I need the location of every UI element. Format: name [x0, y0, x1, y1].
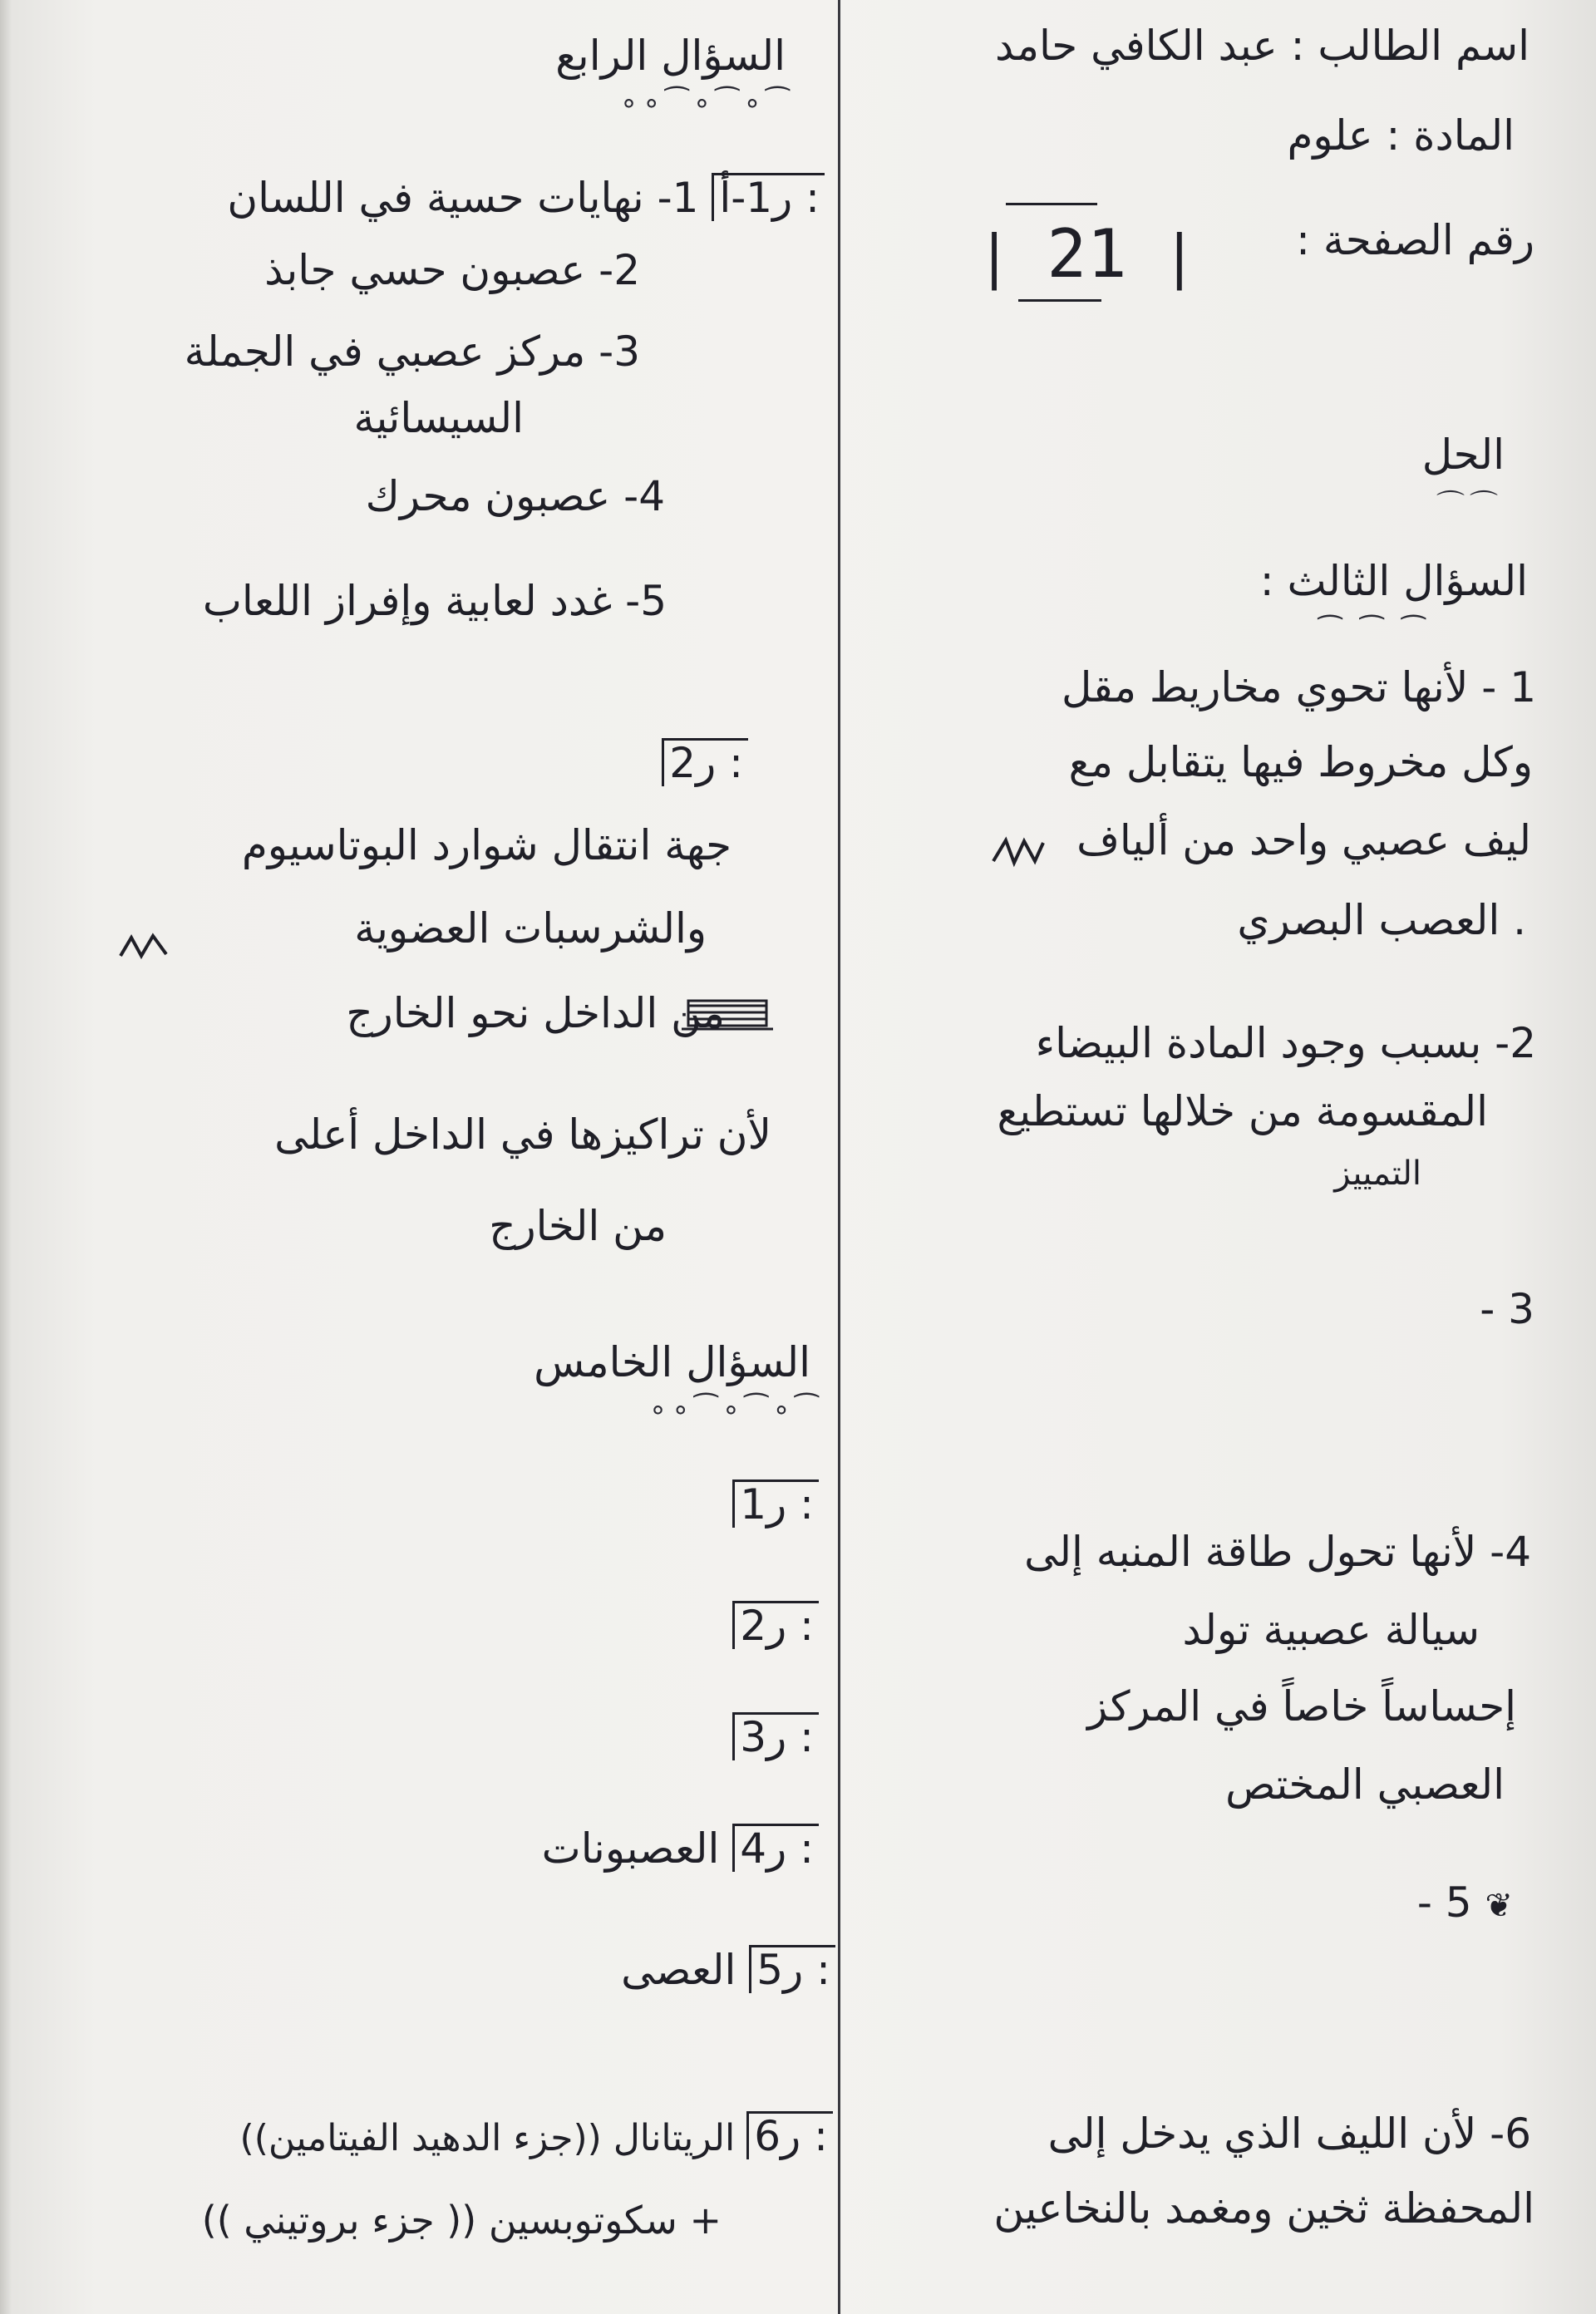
subject: المادة : علوم [1287, 111, 1515, 160]
page-number-value: 21 [1047, 215, 1127, 293]
page-number-label: رقم الصفحة : [1296, 216, 1534, 264]
q3-answer-4-line-3: إحساساً خاصاً في المركز [1087, 1682, 1516, 1731]
q4-title-underline: ⁀∘⁀∘⁀∘∘ [619, 86, 794, 120]
q5-title: السؤال الخامس [534, 1338, 810, 1386]
q4-r1-item-2: 2- عصبون حسي جابذ [264, 246, 640, 294]
q4-r2-line-2: والشرسبات العضوية [354, 904, 707, 953]
q4-r1-item-3: 3- مركز عصبي في الجملة [184, 327, 640, 376]
q4-r2-line-1: جهة انتقال شوارد البوتاسيوم [241, 821, 732, 869]
q4-title: السؤال الرابع [555, 32, 786, 80]
student-name: اسم الطالب : عبد الكافي حامد [995, 22, 1530, 70]
q3-title: السؤال الثالث : [1259, 557, 1528, 605]
q4-r2-line-5: من الخارج [489, 1202, 667, 1250]
ink-blot-icon: ❦ [1485, 1887, 1513, 1925]
crossed-out-ink [989, 836, 1047, 868]
q3-answer-4-line-4: العصبي المختص [1225, 1760, 1505, 1809]
paper-edge-shadow [0, 0, 12, 2314]
q3-answer-5-text: - 5 [1416, 1878, 1472, 1927]
q4-r2-label: ر2 : [662, 738, 748, 786]
q3-answer-2-line-3: التمييز [1334, 1155, 1421, 1193]
q5-item-3: ر3 : [732, 1712, 819, 1760]
q3-answer-4-line-2: سيالة عصبية تولد [1182, 1606, 1480, 1654]
q3-answer-1-line-1: 1 - لأنها تحوي مخاريط مقل [1062, 663, 1536, 711]
q3-answer-2-line-2: المقسومة من خلالها تستطيع [997, 1087, 1488, 1135]
solution-label: الحل [1421, 431, 1505, 479]
q4-r2-line-4: لأن تراكيزها في الداخل أعلى [274, 1110, 771, 1159]
q5-item-1: ر1 : [732, 1479, 819, 1528]
q5-item-2: ر2 : [732, 1601, 819, 1649]
q4-r1-line [227, 173, 825, 221]
q3-title-underline: ⁀ ⁀ ⁀ [1318, 615, 1430, 648]
q3-answer-6-line-2: المحفظة ثخين ومغمد بالنخاعين [993, 2184, 1534, 2233]
q5-item-5: ر5 : العصى [621, 1945, 835, 1993]
q5-title-underline: ⁀∘⁀∘⁀∘∘ [648, 1393, 823, 1426]
page-number-underline [1018, 299, 1101, 302]
q4-r1-label: ر1-أ : [712, 173, 825, 221]
q3-answer-4-line-1: 4- لأنها تحول طاقة المنبه إلى [1024, 1528, 1531, 1576]
page-number: | 21 | [977, 215, 1197, 293]
page-number-overline [1006, 203, 1097, 205]
q4-r2-line-3: من الداخل نحو الخارج [346, 989, 725, 1037]
q4-r1-item-1: 1- نهايات حسية في اللسان [227, 174, 699, 222]
q5-item-6: ر6 : الريتانال ((جزء الدهيد الفيتامين)) [240, 2111, 833, 2159]
column-divider [838, 0, 840, 2314]
q3-answer-5 [1417, 1880, 1513, 1926]
q4-r1-item-3-cont: السيسائية [353, 394, 524, 442]
q3-answer-6-line-1: 6- لأن الليف الذي يدخل إلى [1047, 2110, 1531, 2158]
q3-answer-1-line-2: وكل مخروط فيها يتقابل مع [1068, 738, 1533, 786]
crossed-out-ink [116, 931, 175, 963]
q5-item-6-cont: + سكوتوبسين (( جزء بروتيني )) [201, 2198, 722, 2243]
solution-underline: ⌒⌒ [1436, 489, 1503, 522]
q3-answer-3: - 3 [1480, 1285, 1534, 1333]
q4-r1-item-4: 4- عصبون محرك [365, 472, 665, 520]
q3-answer-1-line-4: . العصب البصري [1237, 896, 1526, 944]
q4-r1-item-5: 5- غدد لعابية وإفراز اللعاب [202, 577, 667, 625]
q3-answer-2-line-1: 2- بسبب وجود المادة البيضاء [1035, 1019, 1536, 1067]
q3-answer-1-line-3: ليف عصبي واحد من ألياف [1076, 816, 1531, 864]
q5-item-4: ر4 : العصبونات [542, 1824, 819, 1872]
crossed-out-ink [682, 994, 773, 1036]
